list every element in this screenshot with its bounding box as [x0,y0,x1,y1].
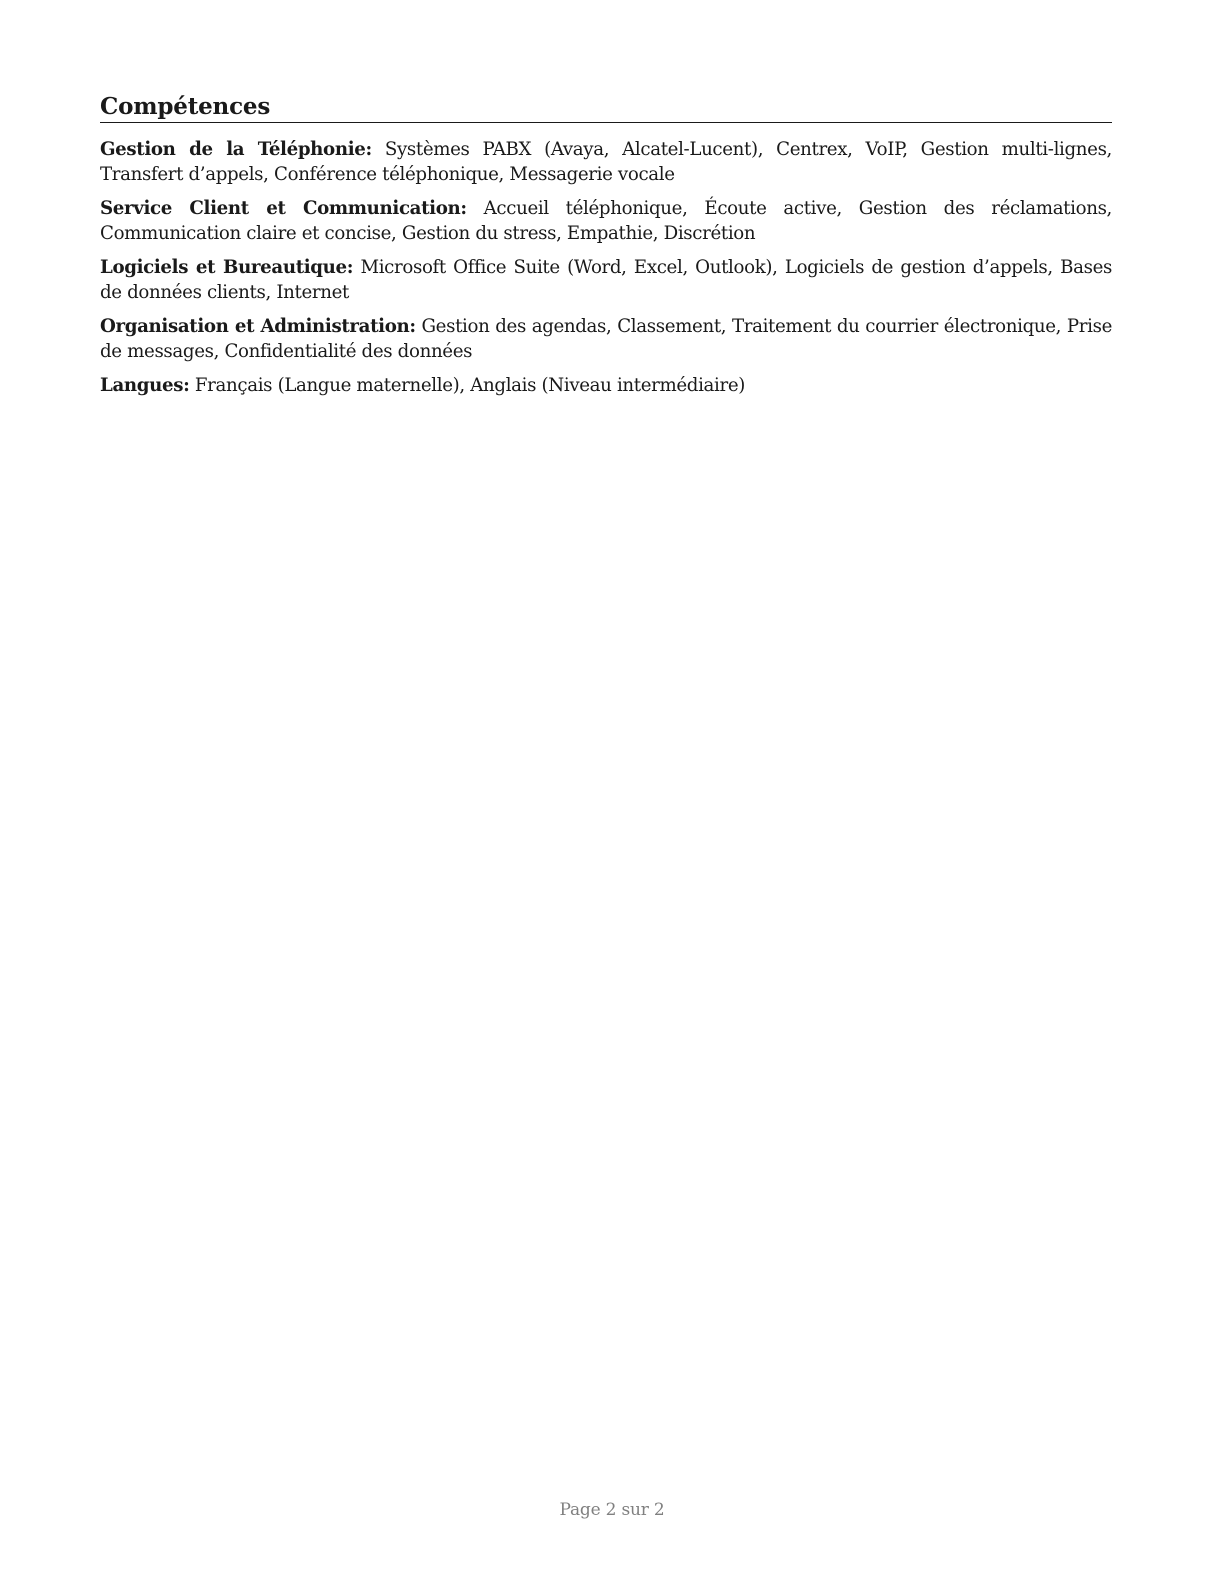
skill-text: Français (Langue maternelle), Anglais (Niveau intermédiaire) [194,375,746,396]
skill-text: Systèmes PABX (Avaya, Alcatel-Lucent), Centrex, VoIP, Gestion multi-lignes, Transfert d’appels, Conférence téléphonique, Messagerie vocale [100,139,1112,185]
skill-item-telephonie [100,137,1112,187]
skill-text: Microsoft Office Suite (Word, Excel, Outlook), Logiciels de gestion d’appels, Bases de données clients, Internet [100,257,1113,303]
skill-text: Gestion des agendas, Classement, Traitement du courrier électronique, Prise de messages, Confidentialité des données [100,316,1112,362]
skill-label: Logiciels et Bureautique: [100,257,354,278]
page-number: Page 2 sur 2 [559,1500,665,1520]
skill-item-logiciels [100,255,1112,305]
skill-label: Langues: [100,375,190,396]
skill-text: Accueil téléphonique, Écoute active, Gestion des réclamations, Communication claire et concise, Gestion du stress, Empathie, Discrétion [100,198,1112,244]
skill-item-langues [100,373,1112,398]
skill-item-organisation [100,314,1112,364]
page-footer [0,1500,1224,1520]
skills-list [100,137,1112,398]
skill-label: Organisation et Administration: [100,316,416,337]
section-title: Compétences [100,92,1112,123]
skill-item-service-client [100,196,1112,246]
skill-label: Gestion de la Téléphonie: [100,139,372,160]
skill-label: Service Client et Communication: [100,198,467,219]
document-page [100,92,1112,407]
